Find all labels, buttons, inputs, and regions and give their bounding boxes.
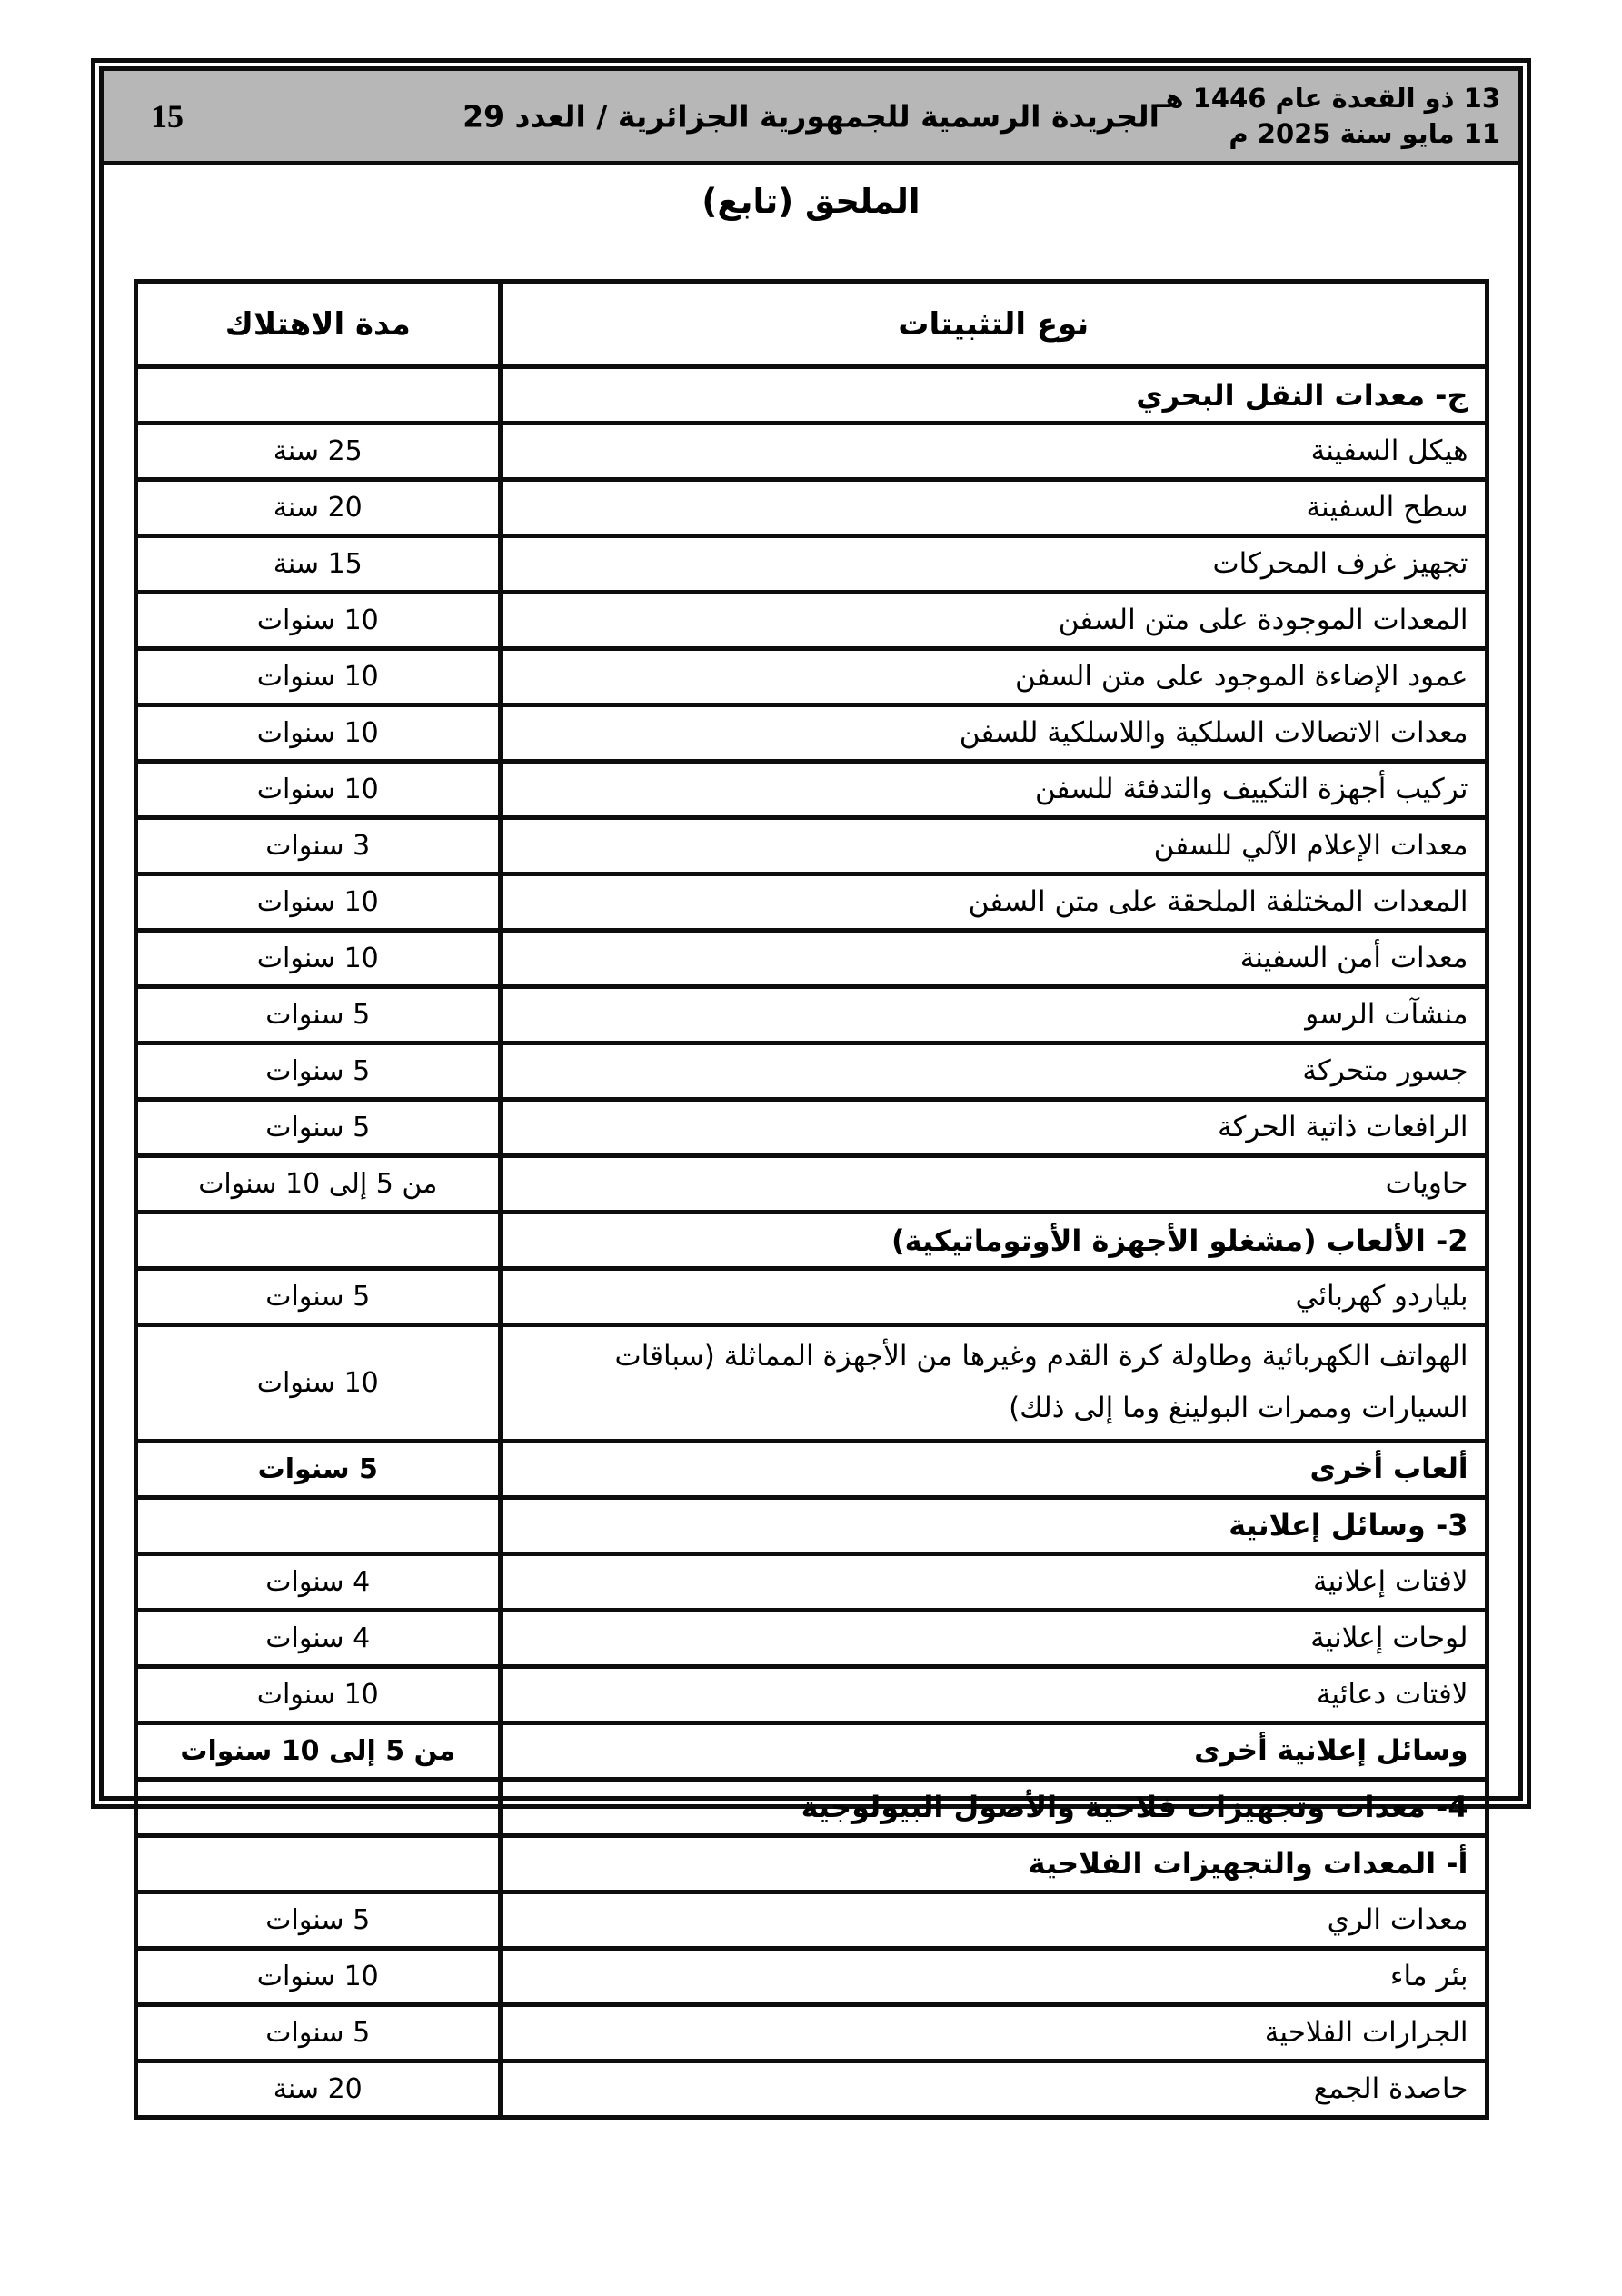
cell-duration: 20 سنة [135, 480, 501, 536]
section-row [135, 1497, 1487, 1553]
table-row [135, 536, 1487, 593]
cell-type: الجرارات الفلاحية [501, 2004, 1488, 2061]
column-header-duration: مدة الاهتلاك [135, 282, 501, 367]
cell-type: 2- الألعاب (مشغلو الأجهزة الأوتوماتيكية) [501, 1213, 1488, 1269]
table-row [135, 987, 1487, 1043]
table-row [135, 818, 1487, 874]
table-row [135, 480, 1487, 536]
table-row [135, 1043, 1487, 1100]
table-row [135, 1892, 1487, 1948]
cell-duration: 5 سنوات [135, 987, 501, 1043]
table-row [135, 1441, 1487, 1497]
cell-duration [135, 1213, 501, 1269]
table-row [135, 1666, 1487, 1722]
cell-duration: 4 سنوات [135, 1610, 501, 1666]
depreciation-table-body [135, 367, 1487, 2118]
cell-duration: 3 سنوات [135, 818, 501, 874]
cell-duration: 10 سنوات [135, 705, 501, 762]
cell-duration: 10 سنوات [135, 593, 501, 649]
cell-duration: من 5 إلى 10 سنوات [135, 1156, 501, 1213]
cell-duration [135, 1779, 501, 1835]
cell-duration: 10 سنوات [135, 1948, 501, 2004]
cell-duration: 20 سنة [135, 2061, 501, 2117]
table-row [135, 1269, 1487, 1325]
cell-type: أ- المعدات والتجهيزات الفلاحية [501, 1835, 1488, 1892]
masthead [104, 71, 1518, 165]
cell-type: لوحات إعلانية [501, 1610, 1488, 1666]
cell-type: 4- معدات وتجهيزات فلاحية والأصول البيولوجية [501, 1779, 1488, 1835]
cell-duration: 10 سنوات [135, 931, 501, 987]
table-row [135, 1553, 1487, 1610]
cell-type: لافتات دعائية [501, 1666, 1488, 1722]
cell-type: سطح السفينة [501, 480, 1488, 536]
gazette-title: الجريدة الرسمية للجمهورية الجزائرية / العدد 29 [463, 98, 1159, 134]
date-gregorian: 11 مايو سنة 2025 م [1229, 117, 1500, 149]
cell-duration: من 5 إلى 10 سنوات [135, 1722, 501, 1779]
cell-duration: 5 سنوات [135, 2004, 501, 2061]
table-row [135, 424, 1487, 480]
cell-type: معدات أمن السفينة [501, 931, 1488, 987]
cell-duration [135, 367, 501, 424]
cell-type: ألعاب أخرى [501, 1441, 1488, 1497]
cell-type: تركيب أجهزة التكييف والتدفئة للسفن [501, 762, 1488, 818]
page-frame-inner [99, 66, 1523, 2105]
depreciation-table [134, 279, 1489, 2120]
date-hijri: 13 ذو القعدة عام 1446 هـ [1156, 83, 1500, 115]
cell-duration: 10 سنوات [135, 762, 501, 818]
section-row [135, 1835, 1487, 1892]
cell-type: هيكل السفينة [501, 424, 1488, 480]
cell-duration: 10 سنوات [135, 649, 501, 705]
cell-type: تجهيز غرف المحركات [501, 536, 1488, 593]
cell-duration: 15 سنة [135, 536, 501, 593]
cell-type: حاصدة الجمع [501, 2061, 1488, 2117]
cell-type: لافتات إعلانية [501, 1553, 1488, 1610]
table-row [135, 1156, 1487, 1213]
cell-type: الهواتف الكهربائية وطاولة كرة القدم وغيرها من الأجهزة المماثلة (سباقات السيارات وممرات البولينغ وما إلى ذلك) [501, 1325, 1488, 1442]
table-row [135, 931, 1487, 987]
depreciation-table-head [135, 282, 1487, 367]
cell-type: بئر ماء [501, 1948, 1488, 2004]
cell-type: معدات الإعلام الآلي للسفن [501, 818, 1488, 874]
cell-duration: 10 سنوات [135, 1666, 501, 1722]
cell-type: ج- معدات النقل البحري [501, 367, 1488, 424]
table-row [135, 1722, 1487, 1779]
table-row [135, 2061, 1487, 2117]
cell-duration: 10 سنوات [135, 1325, 501, 1442]
table-row [135, 1610, 1487, 1666]
cell-type: عمود الإضاءة الموجود على متن السفن [501, 649, 1488, 705]
cell-duration: 5 سنوات [135, 1892, 501, 1948]
page-frame [91, 58, 1531, 2105]
cell-duration [135, 1497, 501, 1553]
table-row [135, 1948, 1487, 2004]
cell-duration: 5 سنوات [135, 1043, 501, 1100]
cell-type: منشآت الرسو [501, 987, 1488, 1043]
section-row [135, 1779, 1487, 1835]
table-row [135, 874, 1487, 931]
cell-type: جسور متحركة [501, 1043, 1488, 1100]
table-row [135, 2004, 1487, 2061]
cell-duration: 5 سنوات [135, 1441, 501, 1497]
cell-type: معدات الري [501, 1892, 1488, 1948]
cell-type: بلياردو كهربائي [501, 1269, 1488, 1325]
table-row [135, 762, 1487, 818]
cell-duration: 4 سنوات [135, 1553, 501, 1610]
page-number: 15 [151, 97, 184, 135]
cell-duration: 10 سنوات [135, 874, 501, 931]
cell-duration: 5 سنوات [135, 1100, 501, 1156]
cell-type: الرافعات ذاتية الحركة [501, 1100, 1488, 1156]
cell-type: 3- وسائل إعلانية [501, 1497, 1488, 1553]
annex-title: الملحق (تابع) [702, 182, 920, 221]
table-row [135, 593, 1487, 649]
cell-type: حاويات [501, 1156, 1488, 1213]
cell-duration: 25 سنة [135, 424, 501, 480]
cell-type: المعدات الموجودة على متن السفن [501, 593, 1488, 649]
header-row [135, 282, 1487, 367]
cell-type: معدات الاتصالات السلكية واللاسلكية للسفن [501, 705, 1488, 762]
section-row [135, 1213, 1487, 1269]
table-row [135, 1325, 1487, 1442]
table-row [135, 649, 1487, 705]
section-row [135, 367, 1487, 424]
table-row [135, 705, 1487, 762]
table-row [135, 1100, 1487, 1156]
cell-duration: 5 سنوات [135, 1269, 501, 1325]
column-header-type: نوع التثبيتات [501, 282, 1488, 367]
cell-type: المعدات المختلفة الملحقة على متن السفن [501, 874, 1488, 931]
cell-duration [135, 1835, 501, 1892]
cell-type: وسائل إعلانية أخرى [501, 1722, 1488, 1779]
masthead-dates [1157, 81, 1518, 151]
